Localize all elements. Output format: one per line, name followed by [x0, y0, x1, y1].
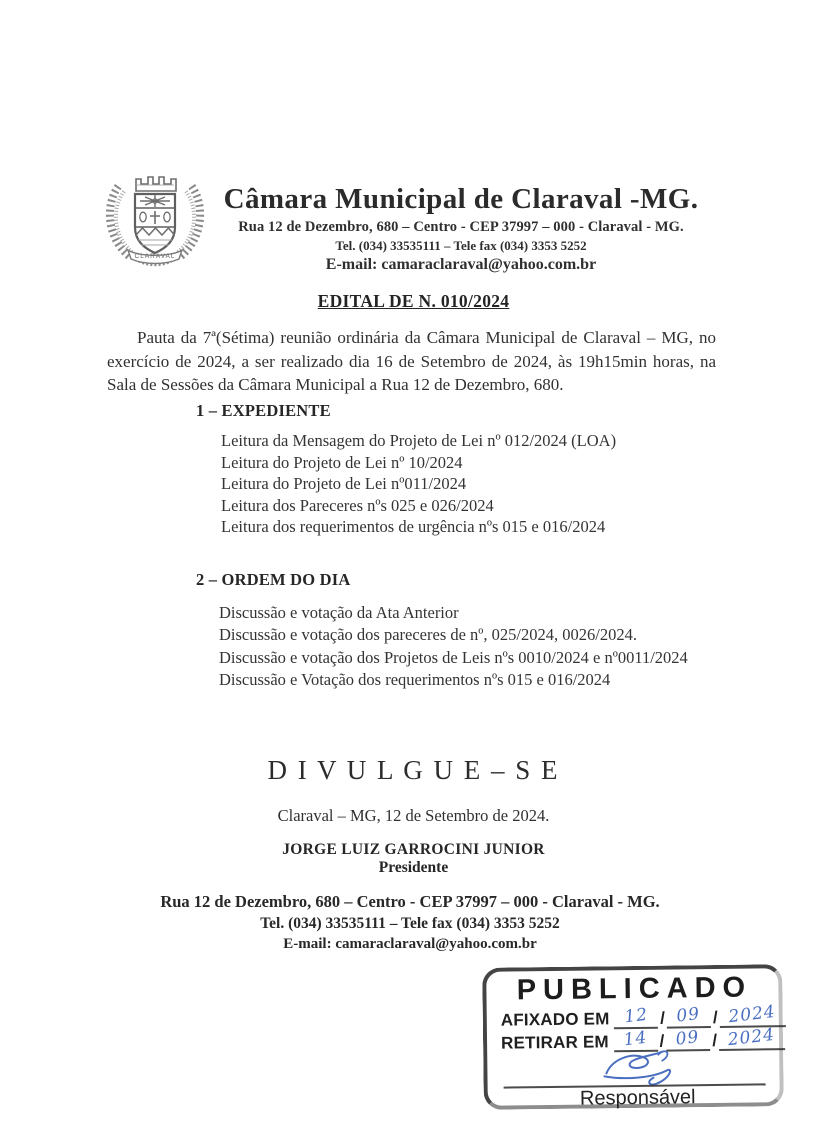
handwritten-year: 2024	[727, 1024, 777, 1051]
letterhead-phone: Tel. (034) 33535111 – Tele fax (034) 3353 5252	[335, 238, 587, 253]
letterhead	[213, 183, 709, 274]
list-item: Discussão e votação da Ata Anterior	[219, 603, 459, 622]
list-item: Discussão e votação dos pareceres de nº, 025/2024, 0026/2024.	[219, 625, 637, 645]
intro-paragraph: Pauta da 7ª(Sétima) reunião ordinária da Câmara Municipal de Claraval – MG, no exercício de 2024, a ser realizado dia 16 de Setembro de 2024, às 19h15min horas, na Sala de Sessões da Câmara Municipal a Rua 12 de Dezembro, 680.	[107, 328, 716, 394]
affixed-day-field	[614, 1004, 658, 1030]
footer-email: E-mail: camaraclaraval@yahoo.com.br	[283, 936, 537, 952]
list-item: Leitura dos requerimentos de urgência nºs 015 e 016/2024	[221, 517, 606, 537]
signer-title: Presidente	[378, 859, 449, 876]
section-1-list	[221, 430, 616, 538]
list-item: Leitura da Mensagem do Projeto de Lei nº 012/2024 (LOA)	[221, 431, 617, 450]
date-separator: /	[659, 1031, 665, 1051]
coat-of-arms-icon	[99, 160, 211, 268]
list-item: Discussão e Votação dos requerimentos nºs 015 e 016/2024	[219, 669, 611, 689]
footer-phone: Tel. (034) 33535111 – Tele fax (034) 3353 5252	[260, 915, 560, 932]
stamp-affixed-row	[500, 1001, 779, 1030]
letterhead-email: E-mail: camaraclaraval@yahoo.com.br	[325, 256, 597, 273]
date-separator: /	[660, 1008, 666, 1028]
responsible-signature-area	[501, 1053, 774, 1110]
footer	[0, 892, 820, 953]
list-item: Discussão e votação dos Projetos de Leis nºs 0010/2024 e nº0011/2024	[219, 647, 688, 667]
list-item: Leitura dos Pareceres nºs 025 e 026/2024	[221, 495, 494, 515]
list-item: Leitura do Projeto de Lei nº011/2024	[221, 474, 467, 494]
signer-name: JORGE LUIZ GARROCINI JUNIOR	[282, 841, 545, 858]
retirar-label: RETIRAR EM	[500, 1032, 609, 1053]
section-2-heading: 2 – ORDEM DO DIA	[196, 570, 351, 589]
letterhead-address: Rua 12 de Dezembro, 680 – Centro - CEP 37997 – 000 - Claraval - MG.	[238, 219, 684, 235]
handwritten-month: 09	[675, 1027, 701, 1050]
responsible-label: Responsável	[579, 1086, 696, 1110]
list-item: Leitura do Projeto de Lei nº 10/2024	[221, 452, 463, 472]
footer-address: Rua 12 de Dezembro, 680 – Centro - CEP 37997 – 000 - Claraval - MG.	[160, 892, 660, 911]
document-title: EDITAL DE N. 010/2024	[317, 291, 510, 311]
stamp-title: PUBLICADO	[516, 971, 753, 1007]
handwritten-day: 12	[623, 1004, 649, 1028]
org-name: Câmara Municipal de Claraval -MG.	[223, 183, 699, 215]
dateline: Claraval – MG, 12 de Setembro de 2024.	[277, 806, 550, 825]
affixed-month-field	[667, 1004, 711, 1029]
date-separator: /	[712, 1007, 718, 1028]
coat-of-arms-graphic	[99, 160, 211, 268]
date-separator: /	[712, 1030, 718, 1051]
section-2-list	[219, 602, 688, 691]
retirar-year-field	[719, 1024, 785, 1051]
closing-statement: D I V U L G U E – S E	[267, 755, 560, 785]
handwritten-year: 2024	[727, 1001, 778, 1028]
publicado-stamp	[482, 964, 784, 1110]
logo-ribbon-text: CLARAVAL	[134, 253, 176, 260]
affixed-year-field	[720, 1001, 786, 1028]
handwritten-day: 14	[622, 1027, 649, 1051]
handwritten-month: 09	[675, 1004, 702, 1027]
section-1-heading: 1 – EXPEDIENTE	[196, 401, 331, 420]
affixed-label: AFIXADO EM	[500, 1009, 610, 1030]
